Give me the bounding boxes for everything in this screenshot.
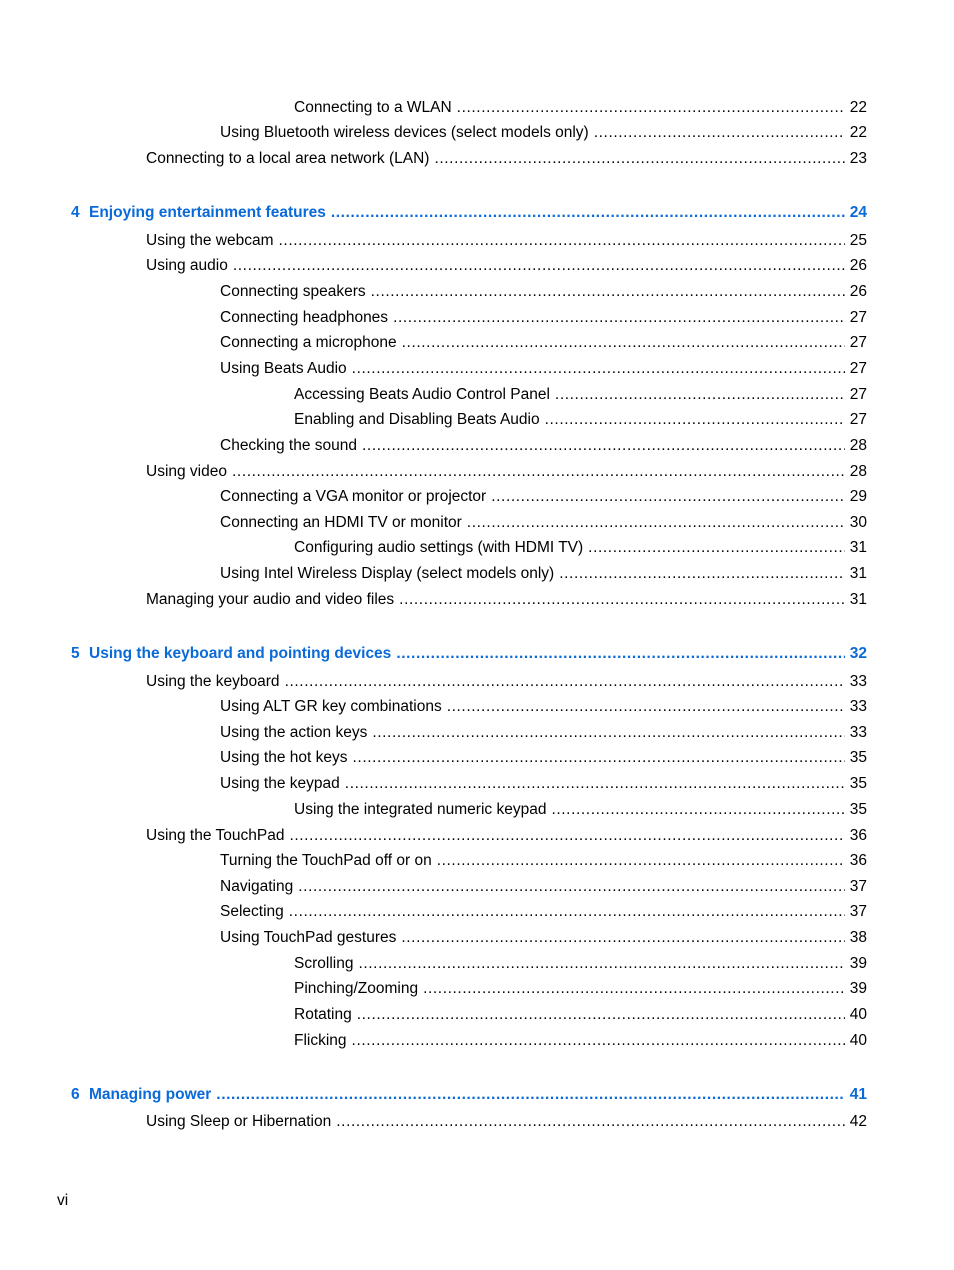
chapter-number: 6 bbox=[71, 1086, 80, 1103]
toc-page-number: 33 bbox=[849, 673, 867, 690]
dot-leader bbox=[358, 955, 844, 973]
toc-page-number: 23 bbox=[849, 150, 867, 167]
toc-entry[interactable] bbox=[220, 720, 867, 742]
toc-entry-title: Using Sleep or Hibernation bbox=[146, 1113, 332, 1130]
toc-entry-title: Using the action keys bbox=[220, 724, 368, 741]
toc-page-number: 25 bbox=[849, 232, 867, 249]
dot-leader bbox=[402, 334, 845, 352]
dot-leader bbox=[447, 698, 845, 716]
toc-entry[interactable] bbox=[146, 146, 867, 168]
toc-page-number: 33 bbox=[849, 724, 867, 741]
dot-leader bbox=[393, 309, 845, 327]
toc-page-number: 29 bbox=[849, 488, 867, 505]
toc-entry[interactable] bbox=[220, 561, 867, 583]
toc-page-number: 26 bbox=[849, 257, 867, 274]
toc-entry-title: Using video bbox=[146, 463, 227, 480]
dot-leader bbox=[285, 673, 845, 691]
toc-entry-title: Connecting a VGA monitor or projector bbox=[220, 488, 487, 505]
toc-entry[interactable] bbox=[294, 1002, 867, 1024]
dot-leader bbox=[396, 645, 844, 663]
toc-entry-title: Connecting speakers bbox=[220, 283, 366, 300]
toc-entry[interactable] bbox=[220, 279, 867, 301]
toc-entry-title: Using TouchPad gestures bbox=[220, 929, 397, 946]
toc-entry[interactable] bbox=[146, 253, 867, 275]
toc-page-number: 27 bbox=[849, 334, 867, 351]
dot-leader bbox=[594, 124, 845, 142]
toc-entry[interactable] bbox=[220, 874, 867, 896]
chapter-title: Enjoying entertainment features bbox=[89, 204, 326, 221]
toc-chapter-entry[interactable] bbox=[71, 641, 867, 663]
dot-leader bbox=[423, 980, 845, 998]
toc-entry[interactable] bbox=[220, 899, 867, 921]
toc-entry[interactable] bbox=[146, 823, 867, 845]
dot-leader bbox=[362, 437, 845, 455]
toc-entry-title: Connecting to a local area network (LAN) bbox=[146, 150, 430, 167]
toc-entry[interactable] bbox=[220, 771, 867, 793]
toc-entry-title: Connecting an HDMI TV or monitor bbox=[220, 514, 462, 531]
toc-page-number: 39 bbox=[849, 980, 867, 997]
toc-chapter-entry[interactable] bbox=[71, 200, 867, 222]
toc-page-number: 38 bbox=[849, 929, 867, 946]
toc-page-number: 35 bbox=[849, 749, 867, 766]
toc-entry-title: Connecting headphones bbox=[220, 309, 389, 326]
chapter-number: 4 bbox=[71, 204, 80, 221]
toc-entry-title: Using Beats Audio bbox=[220, 360, 347, 377]
toc-page-number: 27 bbox=[849, 360, 867, 377]
dot-leader bbox=[467, 514, 845, 532]
toc-entry-title: Managing your audio and video files bbox=[146, 591, 395, 608]
toc-entry-title: Enabling and Disabling Beats Audio bbox=[294, 411, 540, 428]
toc-page-number: 31 bbox=[849, 539, 867, 556]
toc-entry-title: Rotating bbox=[294, 1006, 352, 1023]
toc-entry-title: Selecting bbox=[220, 903, 284, 920]
toc-page-number: 22 bbox=[849, 124, 867, 141]
toc-page-number: 27 bbox=[849, 411, 867, 428]
toc-page-number: 31 bbox=[849, 591, 867, 608]
toc-entry[interactable] bbox=[220, 848, 867, 870]
chapter-number: 5 bbox=[71, 645, 80, 662]
toc-entry[interactable] bbox=[220, 330, 867, 352]
toc-entry[interactable] bbox=[294, 382, 867, 404]
chapter-title: Using the keyboard and pointing devices bbox=[89, 645, 392, 662]
toc-entry[interactable] bbox=[220, 694, 867, 716]
toc-entry-title bbox=[71, 645, 391, 663]
dot-leader bbox=[457, 99, 845, 117]
toc-page-number: 35 bbox=[849, 775, 867, 792]
toc-page-number: 42 bbox=[849, 1113, 867, 1130]
dot-leader bbox=[401, 929, 844, 947]
toc-entry-title: Configuring audio settings (with HDMI TV) bbox=[294, 539, 584, 556]
toc-entry[interactable] bbox=[220, 433, 867, 455]
toc-page-number: 36 bbox=[849, 852, 867, 869]
toc-entry-title: Connecting a microphone bbox=[220, 334, 397, 351]
dot-leader bbox=[352, 360, 845, 378]
toc-page-number: 28 bbox=[849, 463, 867, 480]
toc-entry-title: Using the keypad bbox=[220, 775, 340, 792]
dot-leader bbox=[298, 878, 845, 896]
toc-entry-title: Flicking bbox=[294, 1032, 347, 1049]
toc-entry[interactable] bbox=[146, 669, 867, 691]
toc-entry-title: Using Bluetooth wireless devices (select models only) bbox=[220, 124, 589, 141]
toc-entry[interactable] bbox=[220, 356, 867, 378]
toc-entry-title: Accessing Beats Audio Control Panel bbox=[294, 386, 550, 403]
toc-chapter-entry[interactable] bbox=[71, 1082, 867, 1104]
toc-entry[interactable] bbox=[294, 797, 867, 819]
toc-entry[interactable] bbox=[294, 1028, 867, 1050]
toc-page-number: 35 bbox=[849, 801, 867, 818]
toc-entry-title bbox=[71, 1086, 211, 1104]
chapter-title: Managing power bbox=[89, 1086, 212, 1103]
toc-page-number: 33 bbox=[849, 698, 867, 715]
toc-entry-title: Checking the sound bbox=[220, 437, 358, 454]
toc-page-number: 32 bbox=[849, 645, 867, 662]
toc-page-number: 27 bbox=[849, 386, 867, 403]
toc-entry[interactable] bbox=[146, 1109, 867, 1131]
toc-entry[interactable] bbox=[220, 120, 867, 142]
dot-leader bbox=[555, 386, 845, 404]
toc-page-number: 37 bbox=[849, 903, 867, 920]
toc-page-number: 36 bbox=[849, 827, 867, 844]
toc-page-number: 39 bbox=[849, 955, 867, 972]
toc-page-number: 31 bbox=[849, 565, 867, 582]
page-number: vi bbox=[57, 1192, 69, 1209]
dot-leader bbox=[588, 539, 845, 557]
dot-leader bbox=[289, 827, 844, 845]
toc-entry-title: Using the keyboard bbox=[146, 673, 280, 690]
toc-entry-title: Using audio bbox=[146, 257, 228, 274]
toc-page-number: 40 bbox=[849, 1032, 867, 1049]
dot-leader bbox=[331, 204, 845, 222]
toc-entry-title: Scrolling bbox=[294, 955, 354, 972]
toc-page-number: 27 bbox=[849, 309, 867, 326]
toc-entry-title: Using Intel Wireless Display (select models only) bbox=[220, 565, 555, 582]
toc-page-number: 37 bbox=[849, 878, 867, 895]
dot-leader bbox=[232, 463, 845, 481]
dot-leader bbox=[216, 1086, 844, 1104]
dot-leader bbox=[357, 1006, 845, 1024]
toc-page-number: 40 bbox=[849, 1006, 867, 1023]
dot-leader bbox=[559, 565, 845, 583]
toc-entry[interactable] bbox=[294, 535, 867, 557]
dot-leader bbox=[289, 903, 845, 921]
toc-entry-title: Pinching/Zooming bbox=[294, 980, 419, 997]
dot-leader bbox=[434, 150, 844, 168]
toc-entry-title: Using the hot keys bbox=[220, 749, 348, 766]
dot-leader bbox=[371, 283, 845, 301]
toc-entry[interactable] bbox=[220, 510, 867, 532]
toc-entry-title: Using the webcam bbox=[146, 232, 274, 249]
toc-entry[interactable] bbox=[146, 459, 867, 481]
toc-entry-title: Using the TouchPad bbox=[146, 827, 285, 844]
toc-entry[interactable] bbox=[146, 228, 867, 250]
toc-entry[interactable] bbox=[146, 587, 867, 609]
toc-entry[interactable] bbox=[294, 976, 867, 998]
toc-page-number: 41 bbox=[849, 1086, 867, 1103]
dot-leader bbox=[352, 1032, 845, 1050]
toc-entry[interactable] bbox=[294, 951, 867, 973]
toc-page-number: 26 bbox=[849, 283, 867, 300]
dot-leader bbox=[399, 591, 845, 609]
dot-leader bbox=[545, 411, 845, 429]
toc-entry-title: Turning the TouchPad off or on bbox=[220, 852, 432, 869]
toc-entry[interactable] bbox=[294, 407, 867, 429]
dot-leader bbox=[491, 488, 845, 506]
toc-entry-title bbox=[71, 204, 326, 222]
toc-page-number: 24 bbox=[849, 204, 867, 221]
dot-leader bbox=[279, 232, 845, 250]
toc-entry[interactable] bbox=[220, 305, 867, 327]
toc-entry[interactable] bbox=[220, 925, 867, 947]
toc-page-number: 22 bbox=[849, 99, 867, 116]
toc-page-number: 28 bbox=[849, 437, 867, 454]
toc-entry-title: Using the integrated numeric keypad bbox=[294, 801, 547, 818]
dot-leader bbox=[437, 852, 845, 870]
toc-entry[interactable] bbox=[294, 95, 867, 117]
dot-leader bbox=[551, 801, 844, 819]
dot-leader bbox=[345, 775, 845, 793]
toc-entry[interactable] bbox=[220, 745, 867, 767]
toc-entry-title: Connecting to a WLAN bbox=[294, 99, 452, 116]
toc-entry[interactable] bbox=[220, 484, 867, 506]
dot-leader bbox=[353, 749, 845, 767]
dot-leader bbox=[336, 1113, 845, 1131]
toc-page-number: 30 bbox=[849, 514, 867, 531]
dot-leader bbox=[233, 257, 845, 275]
toc-entry-title: Using ALT GR key combinations bbox=[220, 698, 442, 715]
dot-leader bbox=[372, 724, 844, 742]
toc-entry-title: Navigating bbox=[220, 878, 294, 895]
